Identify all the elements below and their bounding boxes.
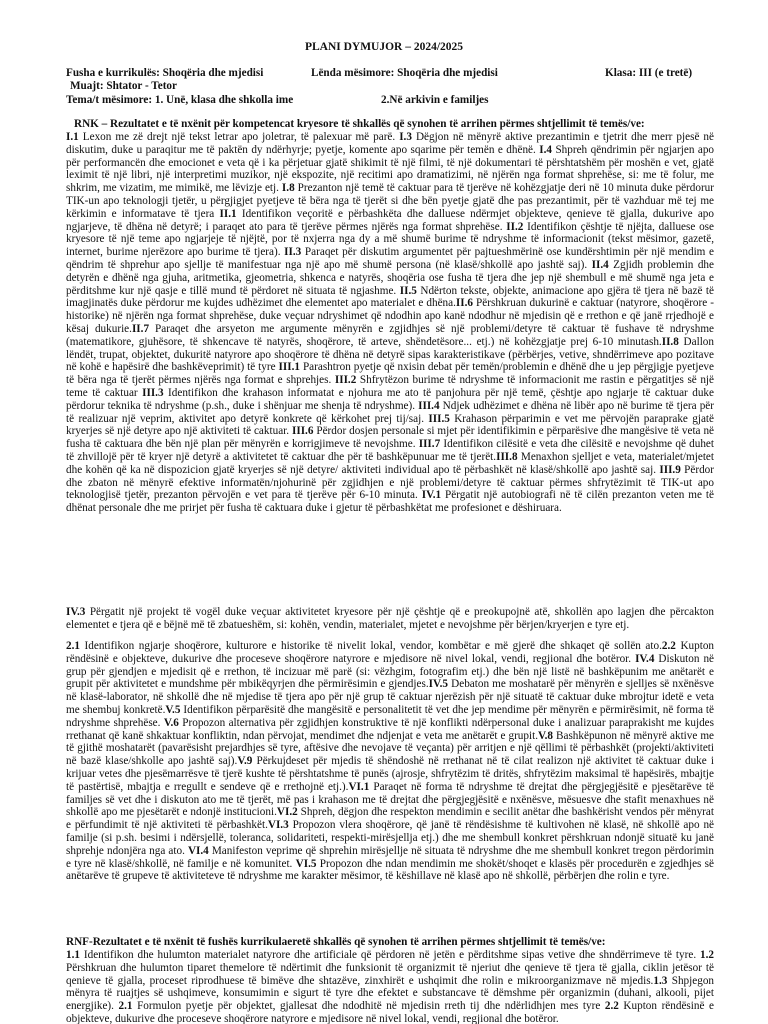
outcome-code: III.1 <box>278 361 300 374</box>
outcome-text: Zgjidh problemin dhe detyrën e dhënë nga gjuha, aritmetika, gjeometria, shkenca e natyrës, shoqëria ose fusha të tjera dhe jep një shembull e më shumë nga jeta e përditshme kur një qasje e tillë mund të përdoret në situata të ngjashme. <box>66 258 714 297</box>
subject-name: Lënda mësimore: Shoqëria dhe mjedisi <box>311 67 498 79</box>
outcome-text: Diskuton në grup për gjendjen e mjedisit që e rrethon, të incizuar më parë (si: vëzhgim, fotografim etj.) dhe bën një listë në bashkëpunim me anëtarët e grupit për aktivitetet e mundshme për mbikëqyrjen dhe përmirësimin e gjendjes. <box>66 652 714 691</box>
outcome-text: Formulon pyetje për objektet, gjallesat dhe ndodhitë në mjedisin rreth tij dhe ndërlidhjen mes tyre <box>132 1000 605 1013</box>
outcome-code: II.7 <box>131 322 150 335</box>
outcome-code: III.3 <box>142 386 164 399</box>
topics-label: Tema/t mësimore <box>66 94 149 106</box>
outcome-code: II.8 <box>661 335 679 348</box>
outcome-text: Shpreh, dëgjon dhe respekton mendimin e secilit anëtar dhe bashkërisht vendos për mënyrat e përfundimit të një aktiviteti të përbashkët. <box>66 806 714 832</box>
rnf-heading: RNF-Rezultatet e të nxënit të fushës kurrikulaeretë shkallës që synohen të arrihen përmes shtjellimit të temës/ve: <box>66 936 606 948</box>
rnk-heading: RNK – Rezultatet e të nxënit për kompetencat kryesore të shkallës që synohen të arrihen përmes shtjellimit të temës/ve: <box>74 118 645 130</box>
outcome-text: Lexon me zë drejt një tekst letrar apo joletrar, të palexuar më parë. <box>78 131 400 143</box>
outcome-code: III.6 <box>291 425 314 438</box>
outcomes-section-1 <box>66 131 714 576</box>
outcome-text: Ndjek udhëzimet e dhëna në libër apo në burime të tjera për të realizuar një veprim, aktivitet apo detyrë konkrete që kërkohet prej tij/saj. <box>66 399 714 425</box>
outcome-code: V.6 <box>163 716 179 729</box>
outcome-text: Përshkruan dukurinë e caktuar (natyrore, shoqërore - historike) në njërën nga format shprehëse, duke veçuar ndryshimet që ndodhin apo kanë ndodhur në mjedisin që e rrethon e që janë rrjedhojë e kësaj dukurie. <box>66 297 714 335</box>
outcome-text: Identifikon çështje të njëjta, dalluese ose kryesore të një teme apo ngjarjeje të njëjtë, por të nxjerra nga dy a më shumë burime të ndryshme të informacionit (tekst mësimor, gazetë, internet, burime njerëzore apo burime të tjera). <box>66 220 714 259</box>
outcome-code: VI.5 <box>295 857 317 870</box>
outcome-code: 2.1 <box>66 640 80 652</box>
outcome-text: Propozon alternativa për zgjidhjen konstruktive të një konflikti ndërpersonal duke i analizuar paraprakisht me kujdes rrethanat që kanë shkaktuar konfliktin, ndan përvojat, mendimet dhe ndjenjat e veta me anëtarët e grupit. <box>66 716 715 742</box>
outcome-text: Identifikon përparësitë dhe mangësitë e personalitetit të vet dhe jep mendime për mënyrën e përmirësimit, në forma të ndryshme shprehëse. <box>66 703 714 729</box>
outcome-code: I.4 <box>539 143 553 156</box>
outcome-text: Debaton me moshatarë për mënyrën e sjelljes së nxënësve në klasë-laborator, në shkollë dhe në mjedise të tjera apo për një grup të caktuar njerëzish për një situatë të caktuar duke mbrojtur idetë e veta me shembuj konkretë. <box>66 678 715 716</box>
subject-area: Fusha e kurrikulës: Shoqëria dhe mjedisi <box>66 67 264 79</box>
outcome-code: III.9 <box>659 463 681 476</box>
outcome-text: Shpreh qëndrimin për ngjarjen apo për performancën dhe emocionet e veta që i ka përjetuar gjatë shikimit të një filmi, të një dokumentari të përshtatshëm për moshën e vet, gjatë leximit të një libri, një interpretimi muzikor, një ekspozite, një recitimi apo dramatizimi, në njërën nga format shprehëse, si: me të folur, me shkrim, me vizatim, me mimikë, me lëvizje etj. <box>66 143 715 195</box>
outcome-code: I.8 <box>281 182 295 195</box>
outcome-text: Përgatit një autobiografi në të cilën prezanton veten me të dhënat personale dhe me prirjet për fusha të caktuara duke i gjetur të përbashkëtat me profesionet e dëshiruara. <box>66 489 714 515</box>
topic-1: : 1. Unë, klasa dhe shkolla ime <box>148 94 294 106</box>
outcome-text: Paraqet në forma të ndryshme të drejtat dhe përgjegjësitë e pjesëtarëve të familjes së vet dhe i diskuton ato me të tjerët, më pas i krahason me të drejtat dhe përgjegjësitë e nxënësve, mësuesve dhe stafit menaxhues në shkollë apo me pjesëtarët e ndonjë institucioni. <box>66 780 715 819</box>
outcome-code: 1.2 <box>700 949 714 961</box>
outcome-code: III.7 <box>418 438 441 451</box>
outcome-text: Kupton rëndësinë e objekteve, dukurive dhe proceseve shoqërore natyrore e mjedisore në nivel lokal, vendi, regjional dhe botëror. <box>66 640 715 665</box>
outcome-code: VI.4 <box>187 844 209 857</box>
outcome-code: II.3 <box>284 246 302 259</box>
outcome-code: IV.4 <box>635 652 655 665</box>
outcome-text: Kupton rëndësinë e objekteve, dukurive dhe proceseve shoqërore natyrore e mjedisore në nivel lokal, vendi, regjional dhe botëror. <box>66 1000 714 1024</box>
outcome-text: Ndërton tekste, objekte, animacione apo gjëra të tjera në bazë të imagjinatës duke përdorur me kujdes udhëzimet dhe elementet apo materialet e dhëna. <box>66 284 715 310</box>
outcome-code: III.8 <box>496 450 518 463</box>
outcome-code: 1.1 <box>66 949 80 961</box>
outcome-code: VI.3 <box>267 819 289 832</box>
outcomes-section-2 <box>66 606 714 636</box>
outcome-code: VI.1 <box>348 780 370 793</box>
outcome-text: Prezanton një temë të caktuar para të tjerëve në kohëzgjatje deri në 10 minuta duke përdorur TIK-un apo teknologji tjetër, u përgjigjet pyetjeve të bëra nga të tjerët si dhe bën pyetje gjatë dhe pas prezantimit, për të vazhduar më tej me kërkimin e informatave të tjera <box>66 182 714 220</box>
outcome-text: Dëgjon në mënyrë aktive prezantimin e tjetrit dhe merr pjesë në diskutim, duke u paraqitur me të paktën dy ndërhyrje; pyetje, komente apo sqarime për temën e dhënë. <box>66 131 714 156</box>
outcome-code: V.5 <box>165 703 181 716</box>
outcome-text: Propozon dhe ndan mendimin me shokët/shoqet e klasës për procedurën e zgjedhjes së anëtarëve të grupeve të aktiviteteve të ndryshme me karakter mësimor, të këshillave në klasë apo në shkollë, përbërjen dhe rolin e tyre. <box>66 857 714 883</box>
outcome-text: Shfrytëzon burime të ndryshme të informacionit me rastin e përgatitjes së një teme të caktuar <box>66 374 714 399</box>
outcomes-paragraph-3 <box>66 640 714 883</box>
class-level: Klasa: III (e tretë) <box>605 67 693 79</box>
outcome-code: I.3 <box>399 131 412 143</box>
outcome-code: IV.1 <box>421 489 442 502</box>
outcome-text: Menaxhon sjelljet e veta, materialet/mjetet dhe kohën që ka në dispozicion gjatë kryerjes së një detyre/ aktiviteti individual apo të përbashkët në klasë/shkollë apo jashtë saj. <box>66 450 715 476</box>
topic-2: 2.Në arkivin e familjes <box>381 94 489 106</box>
outcome-text: Identifikon dhe hulumton materialet natyrore dhe artificiale që përdoren në jetën e përditshme sipas vetive dhe shndërrimeve të tyre. <box>79 949 701 961</box>
outcome-code: II.1 <box>219 207 237 220</box>
outcome-text: Paraqet dhe arsyeton me argumente mënyrën e zgjidhjes së një problemi/detyre të caktuar të fushave të ndryshme (matematikore, gjuhësore, të shkencave të natyrës, shoqërore, të arteve, shëndetësore... etj.) në kohëzgjatje prej 6-10 minutash. <box>66 322 715 348</box>
outcome-text: Krahason përparimin e vet me përvojën paraprake gjatë kryerjes së një detyre apo një aktiviteti të caktuar. <box>66 412 714 438</box>
outcome-code: II.4 <box>591 258 609 271</box>
outcome-code: III.5 <box>428 412 450 425</box>
outcome-code: IV.3 <box>66 606 86 618</box>
outcome-code: II.6 <box>455 297 473 310</box>
outcome-text: Përdor dosjen personale si mjet për identifikimin e përparësive dhe mangësive të veta në fusha të caktuara dhe bën një plan për mënyrën e korrigjimeve të nevojshme. <box>66 425 714 451</box>
outcome-code: II.2 <box>506 220 524 233</box>
page-title: PLANI DYMUJOR – 2024/2025 <box>304 41 464 53</box>
outcome-text: Përgatit një projekt të vogël duke veçuar aktivitetet kryesore për një çështje që e preokupojnë atë, shkollën apo lagjen dhe përcakton elementet e tjera që e bëjnë më të zbatueshëm, si: kohën, vendin, materialet, mjetet e nevojshme për bërjen/kryerjen e tyre etj. <box>66 606 714 631</box>
outcome-text: Manifeston veprime që shprehin mirësjellje në situata të ndryshme dhe me shembull konkret tregon përdorimin e tyre në klasë/shkollë, në familje e në komunitet. <box>66 844 714 870</box>
outcome-text: Identifikon cilësitë e veta dhe cilësitë e nevojshme që duhet të zhvillojë për të kryer një detyrë a aktivitetet të caktuar dhe për të bashkëpunuar me të tjerët. <box>66 438 714 463</box>
outcome-text: Propozon vlera shoqërore, që janë të rëndësishme të kultivohen në klasë, në shkollë apo në familje (si p.sh. besimi i ndërsjellë, toleranca, solidariteti, respekti-mirësjellja etj.) dhe me shembull konkret përshkruan ndonjë situatë ku janë shprehje ndonjëra nga ato. <box>66 819 714 857</box>
outcome-text: Parashtron pyetje që nxisin debat për temën/problemin e dhënë dhe u jep përgjigje pyetjeve të bëra nga të tjerët përmes njërës nga format e shprehjes. <box>66 361 714 387</box>
outcome-code: 2.1 <box>118 1000 133 1013</box>
outcome-text: Përdor dhe zbaton në mënyrë efektive informatën/njohurinë për zgjidhjen e një problemi/detyre të caktuar përmes shfrytëzimit të TIK-ut apo teknologjisë tjetër, prezanton përvojën e vet para të tjerëve për 6-10 minuta. <box>66 463 714 502</box>
outcomes-paragraph-4 <box>66 949 714 1024</box>
outcome-text: Identifikon dhe krahason informatat e njohura me ato të panjohura për një temë, çështje apo ngjarje të caktuar duke përdorur teknika të ndryshme (p.sh., duke i shënjuar me shenja të ndryshme). <box>66 386 714 412</box>
outcome-code: III.2 <box>334 374 357 387</box>
outcome-code: 2.2 <box>661 640 676 652</box>
outcome-code: VI.2 <box>276 806 298 819</box>
outcome-code: 1.3 <box>653 974 668 987</box>
outcome-code: 2.2 <box>604 1000 619 1013</box>
topics-line <box>66 94 293 107</box>
outcome-code: V.8 <box>538 729 554 742</box>
outcome-code: IV.5 <box>428 678 449 691</box>
outcomes-section-4 <box>66 949 714 1024</box>
outcome-text: Përkujdeset për mjedis të shëndoshë në rrethanat në të cilat realizon një aktivitet të caktuar duke i krijuar vetes dhe pjesëmarrësve të tjerë kushte të përshtatshme të punës (ajrosje, shfrytëzim të dritës, shfrytëzim maksimal të hapësirës, mbajtje të pastërtisë, mbajtja e rregullt e sendeve që e rrethojnë etj.). <box>66 755 714 793</box>
outcome-text: Identifikon ngjarje shoqërore, kulturore e historike të nivelit lokal, vendor, kombëtar e më gjerë dhe shkaqet që sollën ato. <box>79 640 662 652</box>
months: Muajt: Shtator - Tetor <box>70 80 177 92</box>
outcome-code: II.5 <box>399 284 417 297</box>
outcome-text: Shpjegon mënyra të ruajtjes së ushqimeve, konsumimin e sigurt të tyre dhe efektet e substancave të dëmshme për organizmin (duhani, alkooli, pijet energjike). <box>66 974 714 1013</box>
outcomes-section-3 <box>66 640 714 936</box>
outcome-text: Përshkruan dhe hulumton tiparet themelore të ndërtimit dhe funksionit të organizmit të njeriut dhe qenieve të tjera të gjalla, ciklin jetësor të qenieve të gjalla, proceset riprodhuese të bimëve dhe shtazëve, zinxhirët e ushqimit dhe rolin e mikroorganizmave në mjedis. <box>66 961 714 987</box>
outcome-text: Dallon lëndët, trupat, objektet, dukuritë natyrore apo shoqërore të dhëna në detyrë sipas karakteristikave (përbërjes, vetive, shndërrimeve apo pozitave në kohë e hapësirë dhe bashkëveprimit) të tyre <box>66 335 714 374</box>
outcomes-paragraph-1 <box>66 131 714 515</box>
outcome-code: III.4 <box>418 399 440 412</box>
outcomes-paragraph-2 <box>66 606 714 632</box>
outcome-text: Bashkëpunon në mënyrë aktive me të gjithë moshatarët (pavarësisht prejardhjes së tyre, aftësive dhe nevojave të veçanta) për arritjen e një qëllimi të përbashkët (projekti/aktiviteti në bazë klase/shkolle apo jashtë saj). <box>66 729 714 768</box>
outcome-text: Paraqet për diskutim argumentet për pajtueshmërinë ose kundërshtimin për një mendim e qëndrim të shprehur apo sjellje të manifestuar nga një apo më shumë persona (në klasë/shkollë apo jashtë saj). <box>66 246 715 271</box>
outcome-code: I.1 <box>66 131 79 143</box>
outcome-code: V.9 <box>237 755 253 768</box>
outcome-text: Identifikon veçoritë e përbashkëta dhe dalluese ndërmjet objekteve, qenieve të gjalla, dukurive apo ngjarjeve, të dhëna në detyrë; i paraqet ato para të tjerëve përmes njërës nga format shprehëse. <box>66 207 714 233</box>
